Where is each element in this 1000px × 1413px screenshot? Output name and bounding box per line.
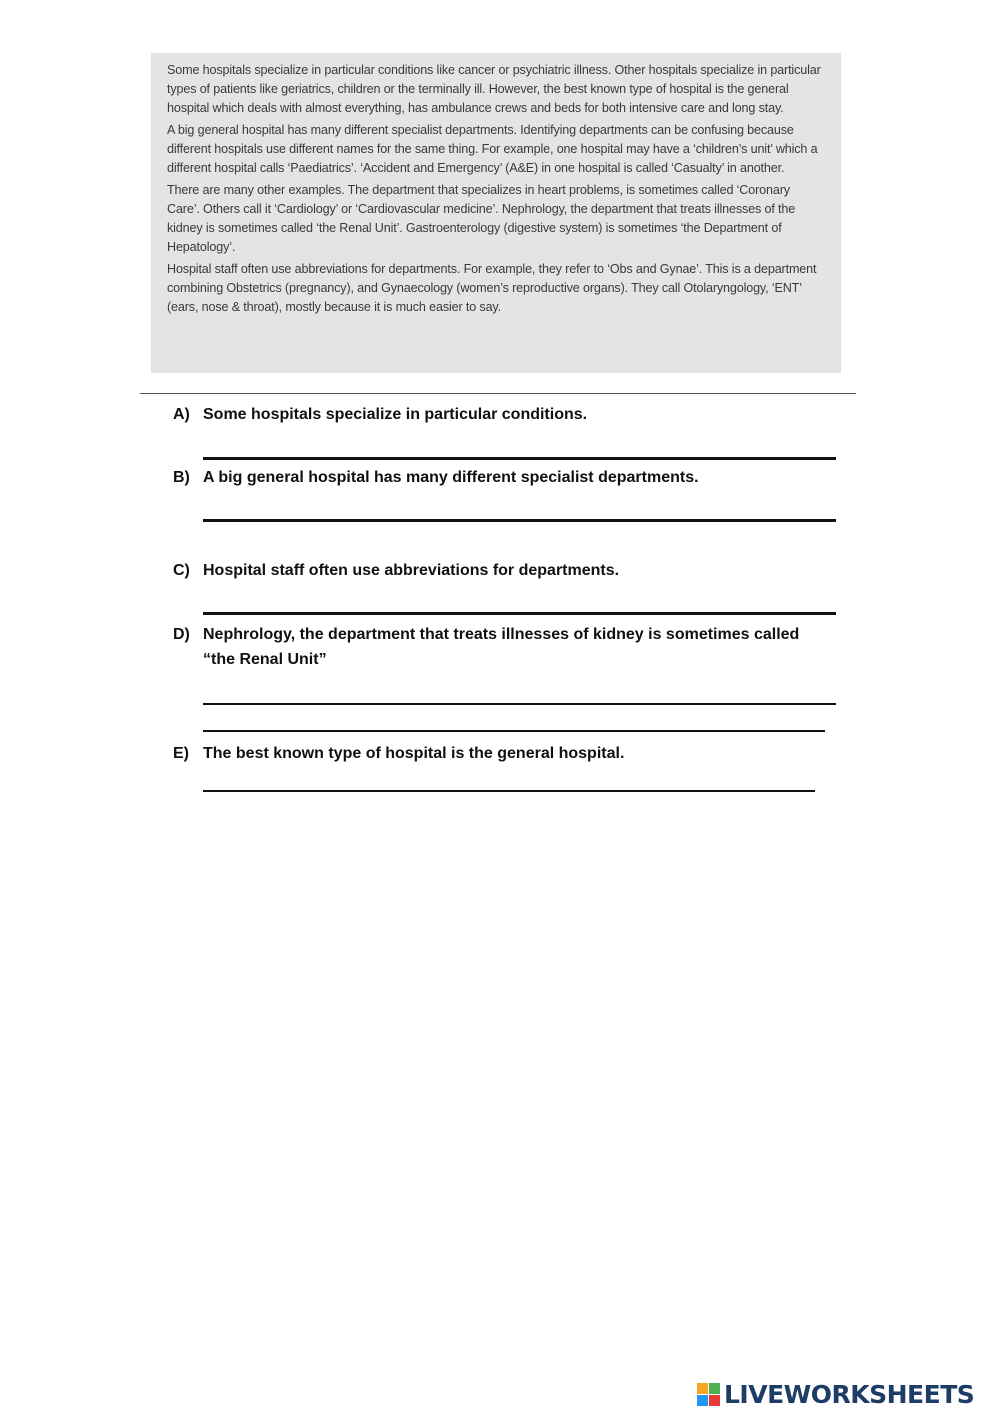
answer-line-b[interactable] [203, 519, 836, 522]
question-letter: A) [173, 406, 190, 423]
logo-square-2 [709, 1383, 720, 1394]
logo-square-1 [697, 1383, 708, 1394]
question-text: Hospital staff often use abbreviations for departments. [203, 562, 620, 579]
question-letter: C) [173, 562, 190, 579]
question-letter: B) [173, 469, 190, 486]
question-text: Nephrology, the department that treats illnesses of kidney is sometimes called “the Renal Unit” [203, 626, 800, 668]
passage-paragraph-4: Hospital staff often use abbreviations for departments. For example, they refer to ‘Obs and Gynae’. This is a department combining Obstetrics (pregnancy), and Gynaecology (women’s reproductive organs). They call Otolaryngology, ‘ENT’ (ears, nose & throat), mostly because it is much easier to say. [167, 262, 817, 314]
reading-passage [151, 53, 841, 373]
logo-square-4 [709, 1395, 720, 1406]
answer-line-d-2[interactable] [203, 730, 825, 732]
answer-line-d-1[interactable] [203, 703, 836, 705]
logo-text: LIVEWORKSHEETS [724, 1379, 975, 1409]
question-text: Some hospitals specialize in particular conditions. [203, 406, 588, 423]
answer-line-e[interactable] [203, 790, 815, 792]
logo-square-3 [697, 1395, 708, 1406]
passage-paragraph-3: There are many other examples. The department that specializes in heart problems, is sometimes called ‘Coronary Care’. Others call it ‘Cardiology’ or ‘Cardiovascular medicine’. Nephrology, the department that treats illnesses of the kidney is sometimes called ‘the Renal Unit’. Gastroenterology (digestive system) is sometimes ‘the Department of Hepatology’. [167, 183, 796, 254]
question-letter: E) [173, 745, 189, 762]
logo-mark-icon [697, 1383, 720, 1406]
liveworksheets-logo [697, 1379, 974, 1409]
answer-line-c[interactable] [203, 612, 836, 615]
answer-line-a[interactable] [203, 457, 836, 460]
question-text: The best known type of hospital is the general hospital. [203, 745, 625, 762]
passage-paragraph-1: Some hospitals specialize in particular conditions like cancer or psychiatric illness. Other hospitals specialize in particular types of patients like geriatrics, children or the terminally ill. However, the best known type of hospital is the general hospital which deals with almost everything, has ambulance crews and beds for both intensive care and long stay. [167, 63, 821, 115]
question-text: A big general hospital has many different specialist departments. [203, 469, 699, 486]
passage-paragraph-2: A big general hospital has many different specialist departments. Identifying departments can be confusing because different hospitals use different names for the same thing. For example, one hospital may have a ‘children’s unit’ which a different hospital calls ‘Paediatrics’. ‘Accident and Emergency’ (A&E) in one hospital is called ‘Casualty’ in another. [167, 123, 818, 175]
section-divider [140, 393, 856, 394]
question-letter: D) [173, 626, 190, 643]
